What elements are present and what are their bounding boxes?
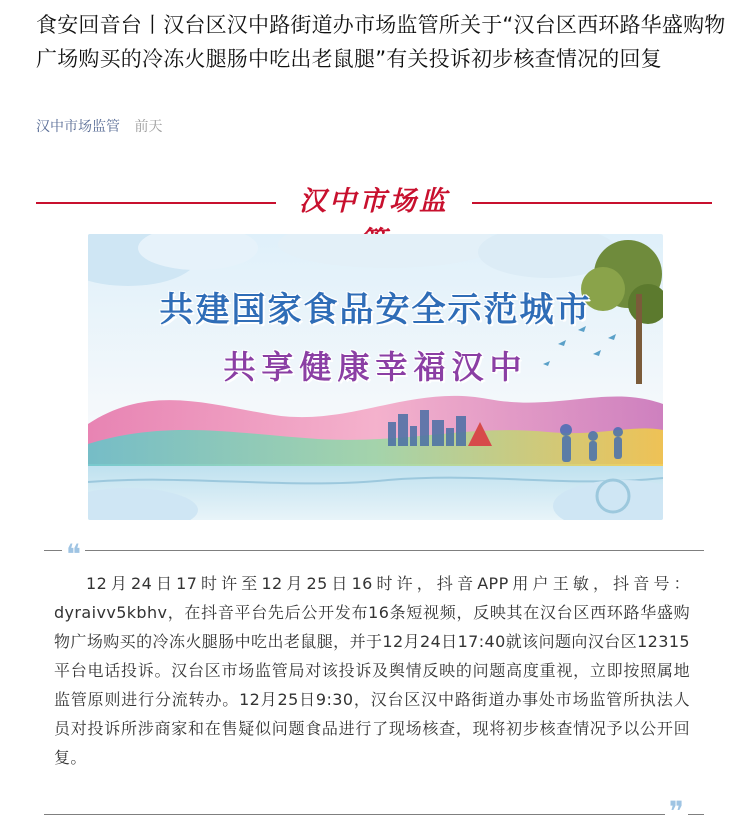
article-title: 食安回音台丨汉台区汉中路街道办市场监管所关于“汉台区西环路华盛购物广场购买的冷冻火腿肠中吃出老鼠腿”有关投诉初步核查情况的回复 xyxy=(36,13,726,71)
author-link[interactable]: 汉中市场监管 xyxy=(36,119,120,135)
publish-time: 前天 xyxy=(134,119,163,135)
article-meta xyxy=(36,117,162,137)
divider-rule xyxy=(44,814,704,815)
poster-slogan-line2: 共享健康幸福汉中 xyxy=(223,348,528,386)
poster-slogan-line1: 共建国家食品安全示范城市 xyxy=(159,290,592,330)
section-banner xyxy=(36,182,712,222)
article-body-paragraph: 12月24日17时许至12月25日16时许，抖音APP用户王敏，抖音号：dyraivv5kbhv，在抖音平台先后公开发布16条短视频，反映其在汉台区西环路华盛购物广场购买的冷冻火腿肠中吃出老鼠腿，并于12月24日17:40就该问题向汉台区12315平台电话投诉。汉台区市场监管局对该投诉及舆情反映的问题高度重视，立即按照属地监管原则进行分流转办。12月25日9:30，汉台区汉中路街道办事处市场监管所执法人员对投诉所涉商家和在售疑似问题食品进行了现场核查，现将初步核查情况予以公开回复。 xyxy=(54,574,690,767)
banner-line-right xyxy=(472,202,712,204)
quote-divider-bottom xyxy=(44,795,704,828)
close-quote-icon: ❞ xyxy=(665,798,688,826)
open-quote-icon: ❝ xyxy=(62,541,85,569)
divider-rule xyxy=(44,550,704,551)
banner-logo-text: 汉中市场监 xyxy=(299,186,449,217)
quote-divider-top xyxy=(44,538,704,571)
banner-line-left xyxy=(36,202,276,204)
poster-image[interactable] xyxy=(88,234,663,520)
